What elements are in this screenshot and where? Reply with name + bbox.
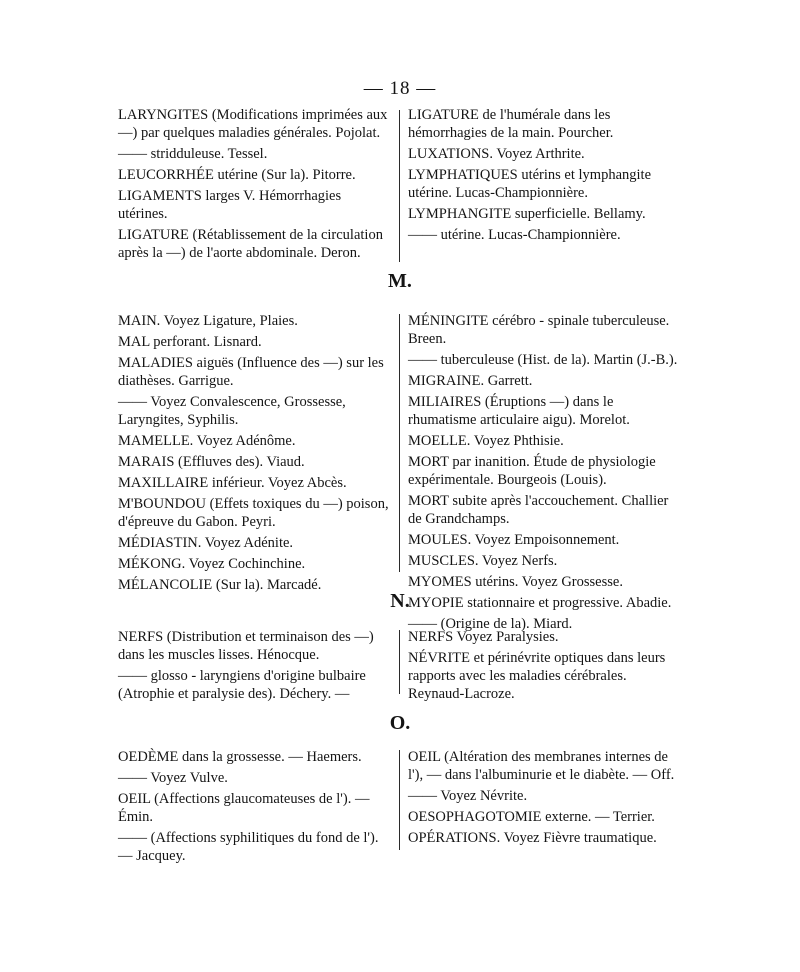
column-divider [399, 314, 400, 572]
index-entry: LIGAMENTS larges V. Hémorrhagies utérines. [118, 188, 342, 222]
index-entry: LUXATIONS. Voyez Arthrite. [408, 146, 585, 162]
column-right-n [408, 628, 684, 706]
index-entry: —— tuberculeuse (Hist. de la). Martin (J.-B.). [408, 352, 678, 368]
index-entry: —— Voyez Convalescence, Grossesse, Laryngites, Syphilis. [118, 394, 346, 428]
index-entry: —— glosso - laryngiens d'origine bulbaire (Atrophie et paralysie des). Déchery. — [118, 668, 366, 702]
index-entry: MAIN. Voyez Ligature, Plaies. [118, 313, 298, 329]
index-entry: OEIL (Altération des membranes internes de l'), — dans l'albuminurie et le diabète. — Off. [408, 749, 675, 783]
column-left-o [118, 748, 394, 868]
index-entry: NERFS (Distribution et terminaison des —) dans les muscles lisses. Hénocque. [118, 629, 374, 663]
index-entry: —— (Origine de la). Miard. [408, 616, 573, 632]
index-entry: MAMELLE. Voyez Adénôme. [118, 433, 296, 449]
index-entry: MYOMES utérins. Voyez Grossesse. [408, 574, 623, 590]
index-entry: MÉNINGITE cérébro - spinale tuberculeuse. Breen. [408, 313, 670, 347]
index-entry: —— (Affections syphilitiques du fond de l'). — Jacquey. [118, 830, 379, 864]
index-entry: M'BOUNDOU (Effets toxiques du —) poison, d'épreuve du Gabon. Peyri. [118, 496, 389, 530]
index-entry: MÉLANCOLIE (Sur la). Marcadé. [118, 577, 322, 593]
index-entry: MORT par inanition. Étude de physiologie expérimentale. Bourgeois (Louis). [408, 454, 656, 488]
index-entry: MÉDIASTIN. Voyez Adénite. [118, 535, 294, 551]
index-entry: MALADIES aiguës (Influence des —) sur les diathèses. Garrigue. [118, 355, 384, 389]
index-entry: MOELLE. Voyez Phthisie. [408, 433, 564, 449]
page-number: — 18 — [363, 78, 437, 99]
section-letter-m: M. [388, 270, 412, 292]
index-entry: LIGATURE de l'humérale dans les hémorrhagies de la main. Pourcher. [408, 107, 614, 141]
index-entry: —— Voyez Vulve. [118, 770, 228, 786]
index-entry: MARAIS (Effluves des). Viaud. [118, 454, 305, 470]
section-letter-n: N. [390, 590, 410, 612]
index-entry: LEUCORRHÉE utérine (Sur la). Pitorre. [118, 167, 356, 183]
column-right-m [408, 312, 684, 636]
index-entry: NERFS Voyez Paralysies. [408, 629, 559, 645]
index-entry: OEIL (Affections glaucomateuses de l'). — Émin. [118, 791, 370, 825]
column-right-l [408, 106, 684, 247]
column-divider [399, 630, 400, 694]
column-right-o [408, 748, 684, 850]
index-entry: LARYNGITES (Modifications imprimées aux —) par quelques maladies générales. Pojolat. [118, 107, 388, 141]
index-entry: —— utérine. Lucas-Championnière. [408, 227, 621, 243]
index-entry: MÉKONG. Voyez Cochinchine. [118, 556, 306, 572]
index-entry: OEDÈME dans la grossesse. — Haemers. [118, 749, 362, 765]
column-left-l [118, 106, 394, 265]
index-entry: MORT subite après l'accouchement. Challier de Grandchamps. [408, 493, 669, 527]
index-entry: MILIAIRES (Éruptions —) dans le rhumatisme articulaire aigu). Morelot. [408, 394, 630, 428]
index-entry: LIGATURE (Rétablissement de la circulation après la —) de l'aorte abdominale. Deron. [118, 227, 383, 261]
index-entry: NÉVRITE et périnévrite optiques dans leurs rapports avec les maladies cérébrales. Reynaud-Lacroze. [408, 650, 666, 702]
index-entry: LYMPHATIQUES utérins et lymphangite utérine. Lucas-Championnière. [408, 167, 652, 201]
column-left-m [118, 312, 394, 597]
index-entry: MOULES. Voyez Empoisonnement. [408, 532, 620, 548]
index-entry: MUSCLES. Voyez Nerfs. [408, 553, 558, 569]
index-entry: OPÉRATIONS. Voyez Fièvre traumatique. [408, 830, 657, 846]
index-entry: LYMPHANGITE superficielle. Bellamy. [408, 206, 646, 222]
index-entry: —— Voyez Névrite. [408, 788, 528, 804]
index-entry: MIGRAINE. Garrett. [408, 373, 533, 389]
column-divider [399, 110, 400, 262]
index-entry: MAL perforant. Lisnard. [118, 334, 262, 350]
column-divider [399, 750, 400, 850]
index-entry: —— stridduleuse. Tessel. [118, 146, 268, 162]
column-left-n [118, 628, 394, 706]
index-entry: MYOPIE stationnaire et progressive. Abadie. [408, 595, 672, 611]
index-entry: MAXILLAIRE inférieur. Voyez Abcès. [118, 475, 347, 491]
section-letter-o: O. [389, 712, 411, 734]
index-entry: OESOPHAGOTOMIE externe. — Terrier. [408, 809, 655, 825]
